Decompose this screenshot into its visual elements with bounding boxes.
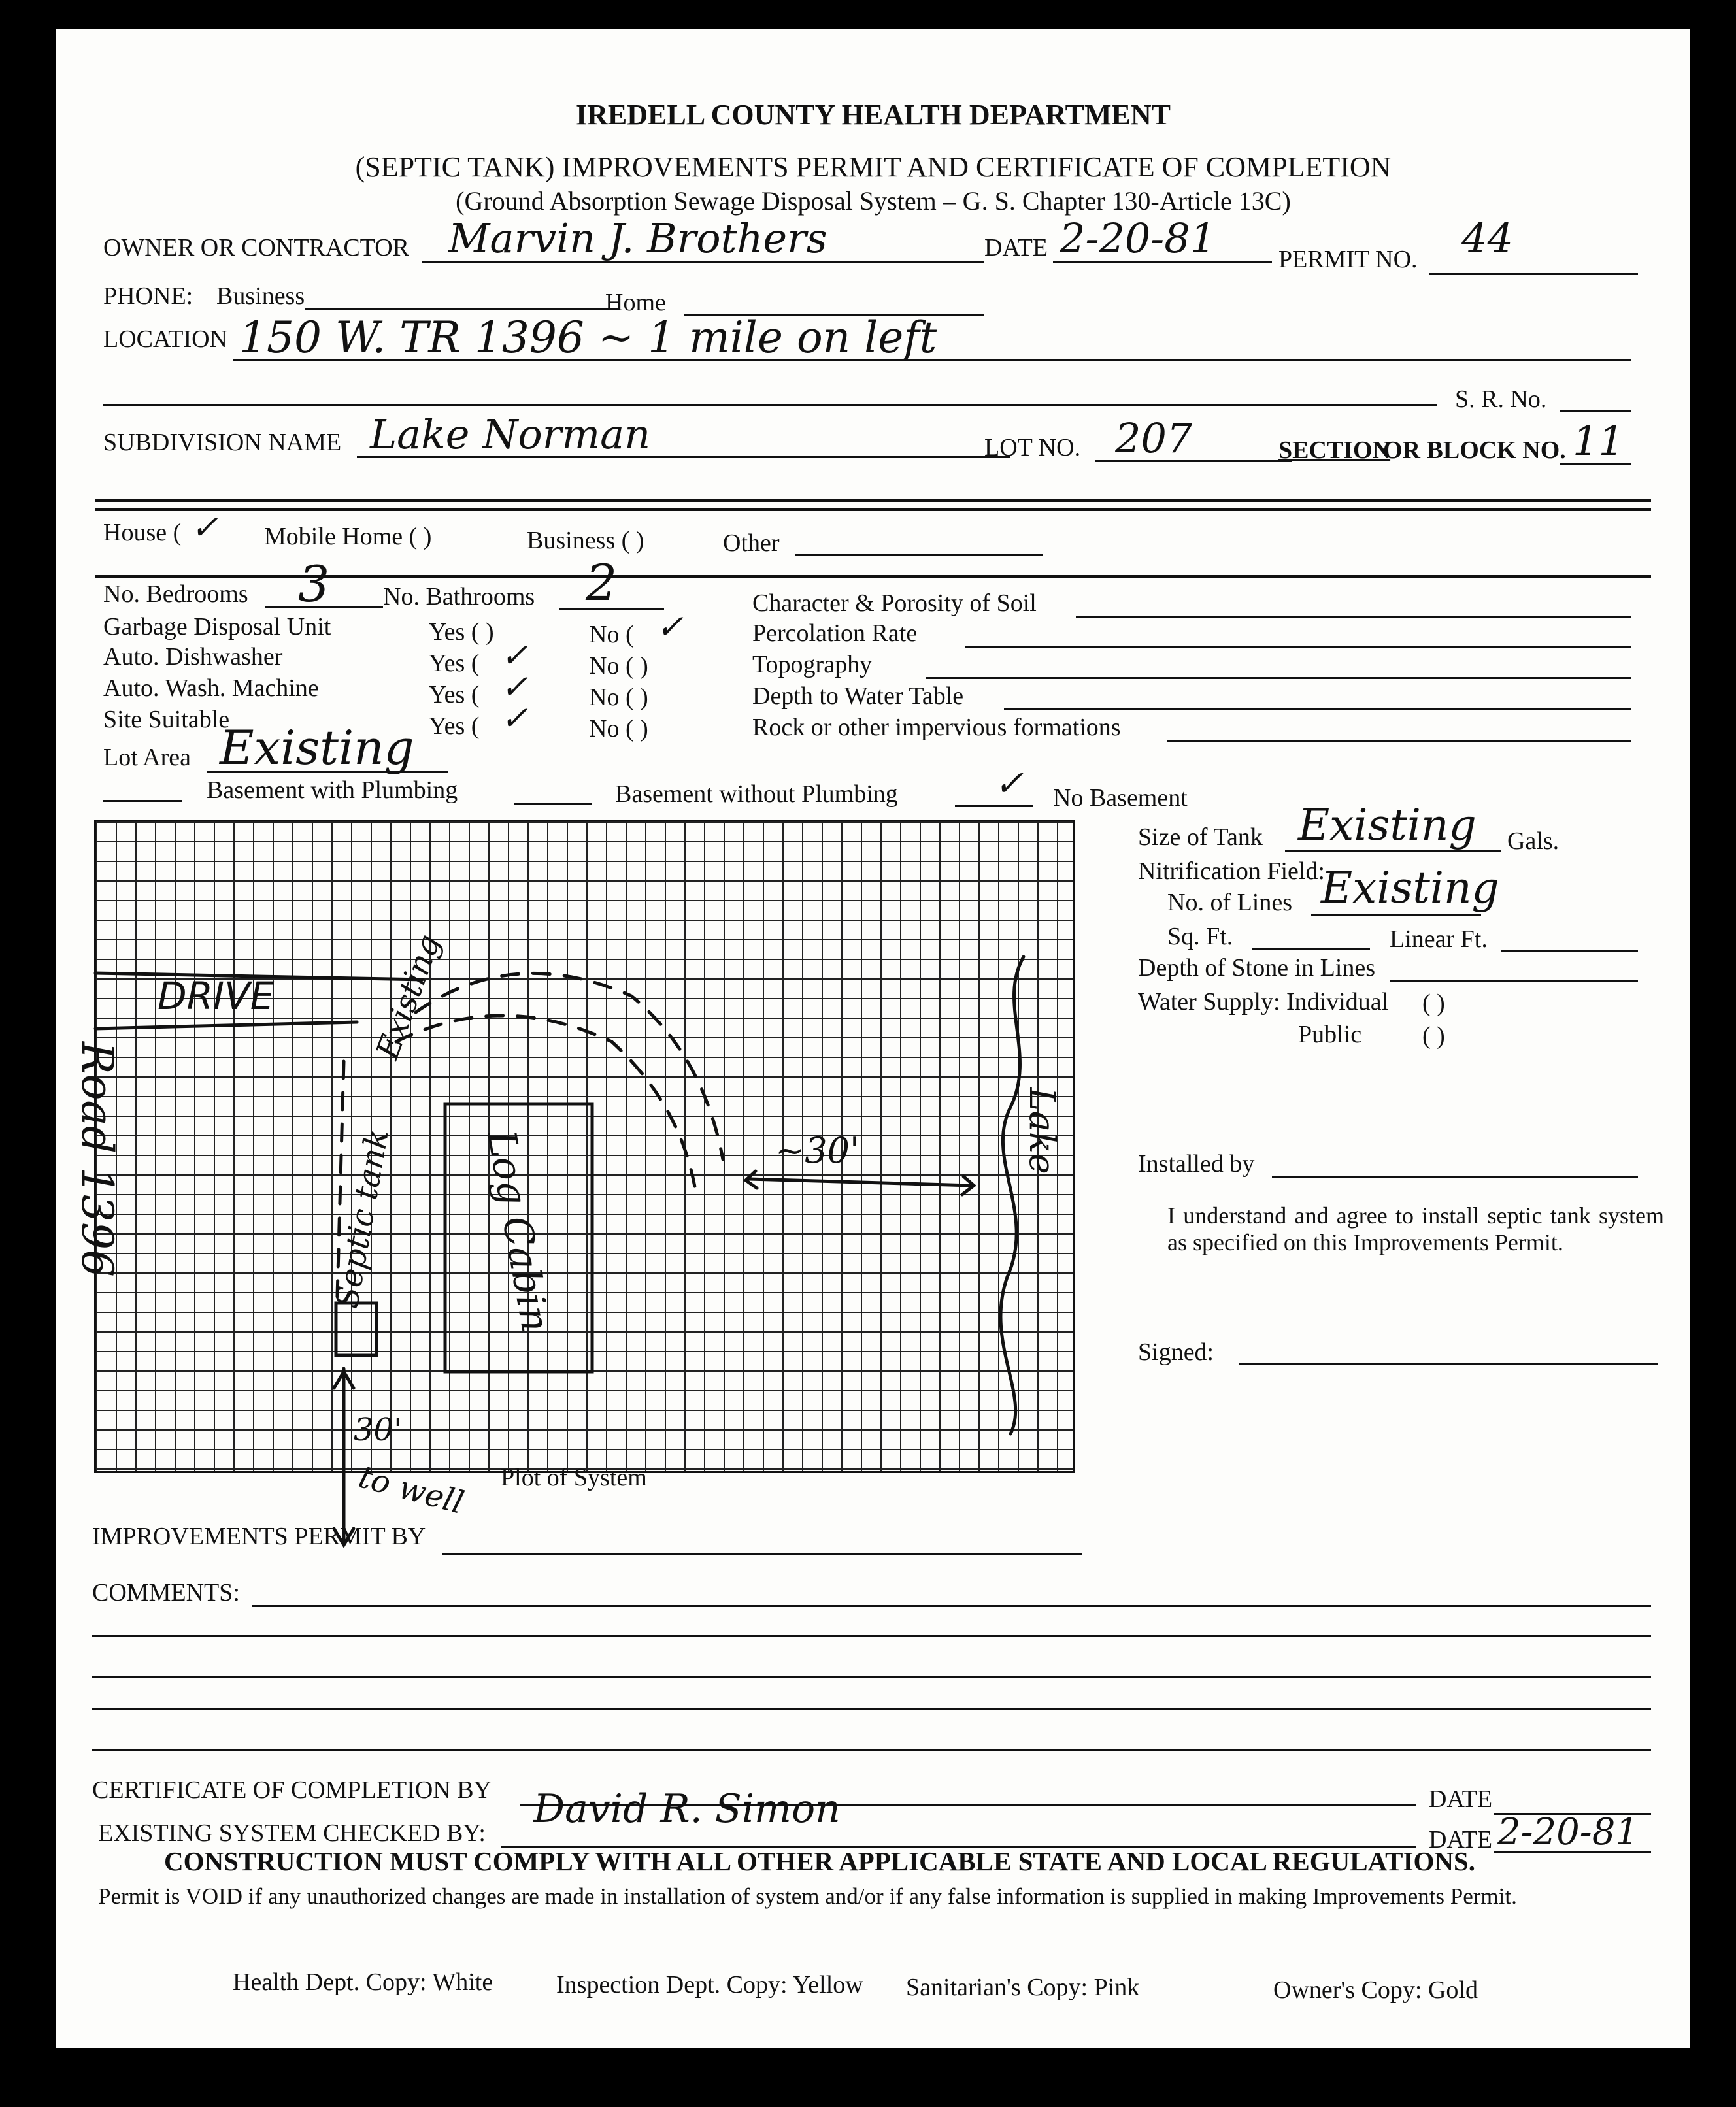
lake-distance-line — [749, 1179, 971, 1186]
divider-1b — [95, 508, 1651, 511]
existing-date-label: DATE — [1429, 1826, 1493, 1853]
business-type-label: Business ( ) — [527, 527, 644, 554]
block-value: 11 — [1573, 417, 1624, 465]
soil-water-table-line — [1004, 708, 1631, 710]
tank-size-value: Existing — [1298, 800, 1477, 850]
drive-line-bottom — [95, 1022, 357, 1029]
sr-no-line — [1560, 410, 1631, 412]
linear-ft-label: Linear Ft. — [1390, 925, 1488, 953]
installed-by-line — [1272, 1176, 1638, 1178]
plot-existing-label: Existing — [369, 929, 448, 1065]
stone-depth-line — [1390, 980, 1638, 982]
check-no-dishwasher: No ( ) — [589, 652, 648, 680]
improvements-by-line — [442, 1553, 1082, 1555]
form-title: (SEPTIC TANK) IMPROVEMENTS PERMIT AND CERTIFICATE OF COMPLETION — [355, 151, 1392, 183]
owner-value: Marvin J. Brothers — [448, 214, 827, 262]
installed-by-label: Installed by — [1138, 1150, 1255, 1178]
existing-checked-label: EXISTING SYSTEM CHECKED BY: — [98, 1819, 486, 1847]
divider-3 — [92, 1749, 1651, 1751]
phone-business-line — [305, 308, 618, 310]
soil-rock-label: Rock or other impervious formations — [752, 714, 1121, 741]
other-type-line — [795, 554, 1043, 556]
check-label-garbage: Garbage Disposal Unit — [103, 613, 331, 640]
plot-lake-label: Lake — [1022, 1087, 1063, 1174]
improvements-by-label: IMPROVEMENTS PERMIT BY — [92, 1523, 426, 1550]
comments-line-3 — [92, 1676, 1651, 1678]
plot-caption: Plot of System — [501, 1464, 647, 1491]
void-notice: Permit is VOID if any unauthorized changes are made in installation of system and/or if any false information is supplied in making Improvements Permit. — [98, 1883, 1517, 1909]
subdivision-label: SUBDIVISION NAME — [103, 429, 342, 456]
tank-gals-label: Gals. — [1507, 827, 1560, 855]
form-subtitle: (Ground Absorption Sewage Disposal System – G. S. Chapter 130-Article 13C) — [456, 186, 1291, 216]
lot-value: 207 — [1115, 414, 1193, 462]
check-label-site: Site Suitable — [103, 706, 230, 733]
mobile-home-label: Mobile Home ( ) — [264, 523, 432, 550]
plot-drive-label: DRIVE — [158, 974, 275, 1018]
other-type-label: Other — [723, 529, 780, 557]
check-yes-mark-washer: ✓ — [501, 668, 528, 706]
water-supply-label: Water Supply: Individual — [1138, 988, 1389, 1016]
permit-value: 44 — [1461, 214, 1513, 262]
plot-well-label: to well — [354, 1458, 468, 1521]
soil-percolation-line — [965, 646, 1631, 648]
permit-label: PERMIT NO. — [1278, 246, 1418, 273]
stone-depth-label: Depth of Stone in Lines — [1138, 954, 1376, 982]
location-value: 150 W. TR 1396 ~ 1 mile on left — [239, 312, 937, 363]
check-label-dishwasher: Auto. Dishwasher — [103, 643, 283, 671]
copy-sanitarian: Sanitarian's Copy: Pink — [906, 1974, 1140, 2001]
subdivision-value: Lake Norman — [370, 410, 651, 458]
check-yes-garbage: Yes ( ) — [429, 618, 494, 646]
copy-owner: Owner's Copy: Gold — [1273, 1976, 1478, 2004]
copy-inspection: Inspection Dept. Copy: Yellow — [556, 1971, 863, 1999]
check-yes-site: Yes ( — [429, 712, 480, 740]
plot-tank-label: Septic tank — [328, 1126, 396, 1312]
soil-topography-label: Topography — [752, 651, 873, 678]
sqft-label: Sq. Ft. — [1167, 923, 1233, 950]
bedrooms-value: 3 — [298, 555, 330, 613]
location-line-2 — [103, 404, 1437, 406]
plot-road-label: Road 1396 — [72, 1042, 122, 1277]
bathrooms-value: 2 — [586, 554, 618, 612]
basement-with-label: Basement with Plumbing — [207, 776, 458, 804]
no-basement-mark: ✓ — [994, 763, 1024, 804]
check-no-site: No ( ) — [589, 715, 648, 742]
signed-label: Signed: — [1138, 1338, 1214, 1366]
check-label-washer: Auto. Wash. Machine — [103, 674, 319, 702]
plot-well-distance: 30' — [354, 1412, 403, 1448]
comments-label: COMMENTS: — [92, 1579, 240, 1606]
soil-character-label: Character & Porosity of Soil — [752, 589, 1037, 617]
certificate-label: CERTIFICATE OF COMPLETION BY — [92, 1776, 492, 1804]
construction-notice: CONSTRUCTION MUST COMPLY WITH ALL OTHER APPLICABLE STATE AND LOCAL REGULATIONS. — [164, 1846, 1476, 1876]
nitrification-label: Nitrification Field: — [1138, 857, 1326, 885]
divider-1 — [95, 499, 1651, 502]
phone-home-label: Home — [605, 289, 666, 316]
copy-health: Health Dept. Copy: White — [233, 1968, 493, 1996]
section-label: SECTION — [1278, 437, 1391, 464]
comments-line-1 — [252, 1605, 1651, 1607]
check-no-mark-garbage: ✓ — [656, 608, 684, 646]
house-label: House ( — [103, 519, 182, 546]
agreement-text: I understand and agree to install septic tank system as specified on this Improvements Permit. — [1167, 1203, 1664, 1256]
soil-water-table-label: Depth to Water Table — [752, 682, 964, 710]
house-mark: ✓ — [191, 508, 218, 546]
check-yes-mark-dishwasher: ✓ — [501, 637, 528, 674]
septic-tank-box — [336, 1303, 376, 1355]
plot-cabin-label: Log Cabin — [478, 1127, 559, 1336]
date-label: DATE — [984, 234, 1048, 261]
comments-line-4 — [92, 1708, 1651, 1710]
sqft-line — [1252, 948, 1370, 950]
field-line-2 — [396, 1016, 697, 1199]
field-line-1 — [416, 973, 723, 1159]
certificate-date-label: DATE — [1429, 1785, 1493, 1813]
existing-date-value: 2-20-81 — [1497, 1811, 1639, 1853]
basement-without-label: Basement without Plumbing — [615, 780, 898, 808]
water-supply-individual-box: ( ) — [1422, 989, 1445, 1017]
bedrooms-label: No. Bedrooms — [103, 580, 248, 608]
lake-shoreline — [1001, 957, 1024, 1434]
permit-sheet — [56, 29, 1690, 2048]
check-yes-mark-site: ✓ — [501, 699, 528, 737]
water-supply-public-label: Public — [1298, 1021, 1362, 1048]
lines-line — [1311, 914, 1481, 916]
check-yes-dishwasher: Yes ( — [429, 650, 480, 677]
soil-rock-line — [1167, 740, 1631, 742]
check-no-washer: No ( ) — [589, 684, 648, 711]
comments-line-2 — [92, 1635, 1651, 1637]
block-label: OR BLOCK NO. — [1383, 437, 1566, 464]
no-basement-label: No Basement — [1053, 784, 1188, 812]
permit-line — [1429, 273, 1638, 275]
lot-area-value: Existing — [220, 720, 414, 775]
sr-no-label: S. R. No. — [1455, 386, 1547, 413]
owner-label: OWNER OR CONTRACTOR — [103, 234, 409, 261]
agency-title: IREDELL COUNTY HEALTH DEPARTMENT — [576, 99, 1171, 131]
water-supply-public-box: ( ) — [1422, 1022, 1445, 1050]
lines-label: No. of Lines — [1167, 889, 1293, 916]
soil-character-line — [1076, 616, 1631, 618]
bathrooms-label: No. Bathrooms — [383, 583, 535, 610]
location-label: LOCATION — [103, 325, 227, 353]
soil-percolation-label: Percolation Rate — [752, 620, 918, 647]
linear-ft-line — [1501, 950, 1638, 952]
soil-topography-line — [926, 677, 1631, 679]
phone-label: PHONE: — [103, 282, 193, 310]
date-value: 2-20-81 — [1060, 214, 1216, 262]
existing-signature: David R. Simon — [533, 1786, 841, 1832]
check-no-garbage: No ( — [589, 621, 634, 648]
lot-label: LOT NO. — [984, 434, 1081, 461]
signed-line — [1239, 1363, 1658, 1365]
plot-sketch — [56, 776, 1167, 1565]
phone-business-label: Business — [216, 282, 305, 310]
tank-size-label: Size of Tank — [1138, 823, 1263, 851]
plot-lake-distance: ~30' — [775, 1130, 860, 1171]
check-yes-washer: Yes ( — [429, 681, 480, 708]
lot-area-label: Lot Area — [103, 744, 192, 771]
lines-value: Existing — [1321, 863, 1499, 913]
